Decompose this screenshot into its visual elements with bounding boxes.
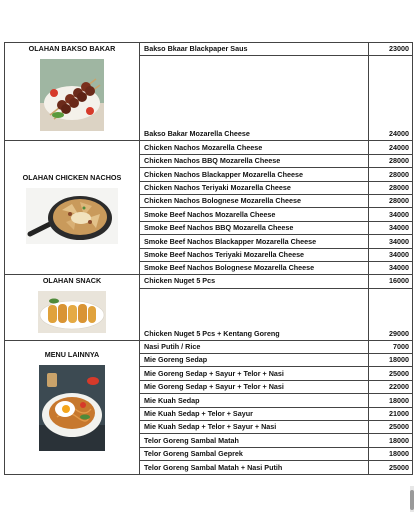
item-name: Mie Goreng Sedap + Sayur + Telor + Nasi — [140, 380, 369, 393]
item-name: Telor Goreng Sambal Matah — [140, 434, 369, 447]
item-price: 21000 — [369, 407, 413, 420]
category-cell-menu-lainnya — [5, 340, 140, 474]
item-name: Mie Kuah Sedap + Telor + Sayur — [140, 407, 369, 420]
item-price: 18000 — [369, 434, 413, 447]
scrollbar-thumb[interactable] — [410, 490, 414, 510]
item-price: 18000 — [369, 354, 413, 367]
item-name: Bakso Bkaar Blackpaper Saus — [140, 43, 369, 56]
item-name: Nasi Putih / Rice — [140, 340, 369, 353]
table-row — [5, 43, 413, 56]
item-name: Chicken Nachos Bolognese Mozarella Cheese — [140, 194, 369, 207]
item-price: 25000 — [369, 461, 413, 474]
item-name: Smoke Beef Nachos Bolognese Mozarella Cheese — [140, 261, 369, 274]
chicken-nachos-skillet-image — [26, 188, 118, 244]
category-title: OLAHAN CHICKEN NACHOS — [22, 172, 122, 182]
item-name: Smoke Beef Nachos Mozarella Cheese — [140, 208, 369, 221]
item-name: Chicken Nachos Mozarella Cheese — [140, 141, 369, 154]
item-price: 28000 — [369, 154, 413, 167]
menu-price-table — [4, 42, 413, 475]
category-cell-chicken-nachos — [5, 141, 140, 275]
item-price: 23000 — [369, 43, 413, 56]
item-name: Bakso Bakar Mozarella Cheese — [140, 56, 369, 141]
item-price: 16000 — [369, 275, 413, 288]
item-name: Smoke Beef Nachos Blackapper Mozarella Cheese — [140, 235, 369, 248]
item-name: Mie Goreng Sedap — [140, 354, 369, 367]
item-price: 22000 — [369, 380, 413, 393]
item-price: 24000 — [369, 141, 413, 154]
item-name: Chicken Nuget 5 Pcs + Kentang Goreng — [140, 288, 369, 340]
mie-goreng-egg-image — [39, 365, 105, 451]
item-price: 25000 — [369, 367, 413, 380]
chicken-nuggets-image — [38, 291, 106, 333]
item-name: Chicken Nachos Blackapper Mozarella Cheese — [140, 168, 369, 181]
item-name: Telor Goreng Sambal Matah + Nasi Putih — [140, 461, 369, 474]
item-price: 28000 — [369, 194, 413, 207]
item-price: 18000 — [369, 447, 413, 460]
item-price: 25000 — [369, 421, 413, 434]
item-name: Chicken Nachos Teriyaki Mozarella Cheese — [140, 181, 369, 194]
item-name: Smoke Beef Nachos BBQ Mozarella Cheese — [140, 221, 369, 234]
item-name: Mie Kuah Sedap + Telor + Sayur + Nasi — [140, 421, 369, 434]
item-price: 34000 — [369, 248, 413, 261]
item-price: 34000 — [369, 235, 413, 248]
item-name: Telor Goreng Sambal Geprek — [140, 447, 369, 460]
category-cell-bakso — [5, 43, 140, 141]
item-name: Mie Goreng Sedap + Sayur + Telor + Nasi — [140, 367, 369, 380]
item-price: 34000 — [369, 261, 413, 274]
item-name: Smoke Beef Nachos Teriyaki Mozarella Cheese — [140, 248, 369, 261]
category-title: OLAHAN BAKSO BAKAR — [28, 44, 116, 53]
table-row — [5, 340, 413, 353]
item-price: 18000 — [369, 394, 413, 407]
item-name: Mie Kuah Sedap — [140, 394, 369, 407]
item-price: 7000 — [369, 340, 413, 353]
table-row — [5, 141, 413, 154]
category-title: MENU LAINNYA — [44, 349, 100, 359]
item-price: 24000 — [369, 56, 413, 141]
item-price: 29000 — [369, 288, 413, 340]
item-name: Chicken Nuget 5 Pcs — [140, 275, 369, 288]
item-price: 34000 — [369, 221, 413, 234]
item-price: 28000 — [369, 181, 413, 194]
item-name: Chicken Nachos BBQ Mozarella Cheese — [140, 154, 369, 167]
item-price: 34000 — [369, 208, 413, 221]
category-cell-snack — [5, 275, 140, 340]
meatball-skewers-image — [40, 59, 104, 131]
item-price: 28000 — [369, 168, 413, 181]
category-title: OLAHAN SNACK — [42, 276, 102, 286]
table-row — [5, 275, 413, 288]
